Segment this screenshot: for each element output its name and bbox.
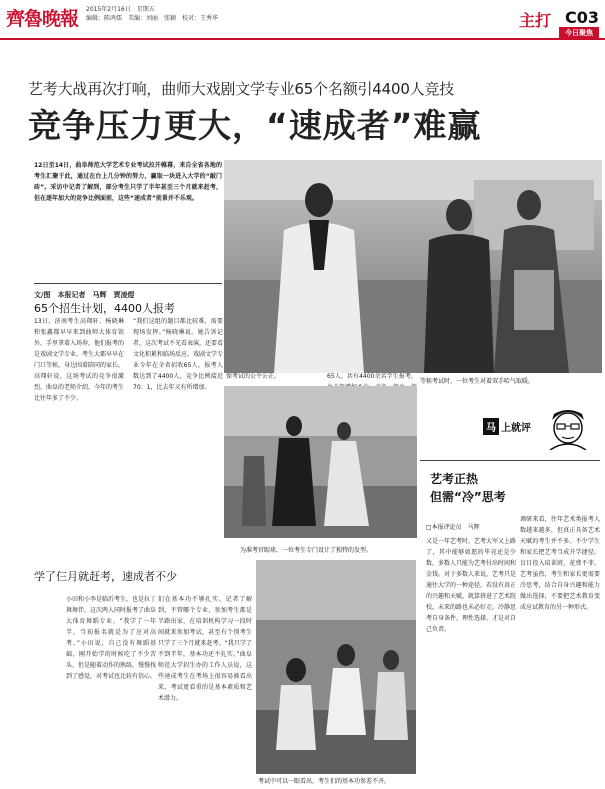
column-title-line1: 艺考正热 [430,472,479,486]
column-author: □本报评论员 马辉 [426,524,480,531]
photo-exam-hall [256,560,416,774]
section1-column-a: 13日，济南考生高翔轩、杨晓琳和张鑫都早早来到曲师大体育馆外，手里拿着入场券，他们报考的是戏剧文学专业。考生大都早早在门口等候，身边围着陪同的家长。高翔轩说，这场考试的竞争很激烈，曲阜的老师介绍，今年的考生比往年多了不少。 [34,318,124,402]
photo-exam-hall-illustration [256,560,416,774]
column-title-line2: 但需“冷”思考 [430,490,506,504]
newspaper-logo: 齊魯晚報 [6,8,79,30]
article-subhead: 艺考大战再次打响，曲师大戏剧文学专业65个名额引4400人竞技 [28,80,455,98]
article-headline: 竞争压力更大，“速成者”难赢 [28,106,482,145]
columnist-caricature-icon [540,406,596,450]
photo-dance-pair [224,386,417,538]
photo-dance-pair-illustration [224,386,417,538]
issue-info [86,5,218,23]
section1-column-c: 保考试的公平公正。 [226,373,281,380]
column-badge [483,418,531,435]
issue-date: 2015年2月16日 星期五 [86,6,155,13]
lead-divider [34,283,222,284]
section2-column-e: 小田和小李是临沂考生，也是拉丁舞舞伴，这次两人同时报考了曲阜大体育舞蹈专业。“我学了一年半，当初报名就是为了应对高考。”小田说，自己没有舞蹈基础，刚开始学的时候吃了不少苦头，但是随着动作的熟练，慢慢找到了感觉，对考试也比较有信心。 [66,596,156,680]
photo-dancers-illustration [224,160,602,373]
today-focus-label: 今日聚焦 [559,27,599,39]
page-number: C03 [564,8,599,27]
column-badge-rest: 上就评 [501,423,531,434]
photo-dancers-warming-hands [224,160,602,373]
photo-caption-1: 等候考试时，一位考生对着双手哈气取暖。 [420,378,535,385]
columnist-avatar [540,406,596,450]
photo-caption-3: 考试中可以一眼看出，考生们的基本功参差不齐。 [258,778,391,785]
masthead [0,0,605,40]
article-lead: 12日至14日，曲阜师范大学艺术专业考试拉开帷幕，来自全省各地的考生汇聚于此，通过在台上几分钟的努力，赢取一块进入大学的“敲门砖”。采访中记者了解到，部分考生只学了半年甚至三个月就来赶考，但在逐年加大的竞争比例面前，这些“速成者”前景并不乐观。 [34,162,222,202]
section1-column-b: “我们这组的题目都比较难，需要现场发挥。”杨晓琳说。她告诉记者，这次考试不光看表演，还要看文化积累和临场反应。戏剧文学专业今年在全省招收65人，报考人数达到了4400人，竞争比例接近70：1，比去年又有所增加。 [133,318,223,391]
section-tag: 主打 [518,11,551,30]
column-divider [420,460,600,461]
article-byline: 文/图 本报记者 马辉 贾凌煜 [34,291,135,299]
section1-heading: 65个招生计划，4400人报考 [34,302,175,315]
column-badge-ma: 马 [483,418,499,435]
column-text-g: 又是一年艺考时。艺考大军又上路了，其中能够如愿的毕竟还是少数，多数人只能为艺考付出时间和金钱。对于多数人来说，艺考只是通往大学的一种途径，若没有真正的兴趣和天赋，就算挤进了艺术院校，未来的路也未必好走。冷静思考自身条件，理性选择，才是对自己负责。 [426,538,516,633]
column-text-h: 调研来看，往年艺术类报考人数越来越多，但真正具备艺术天赋的考生并不多。不少学生和家长把艺考当成升学捷径，盲目投入培训班，花费不菲。艺考虽热，考生和家长更需要冷思考，结合自身兴趣和能力做出选择，不要把艺术教育变成应试教育的另一种形式。 [520,516,600,611]
photo-caption-2: 为准考官眼球，一位考生专门设计了独特的发型。 [240,547,373,554]
section1-column-d: 65人，共有4400余名学生报考， [327,373,417,380]
section2-heading: 学了仨月就赶考，速成者不少 [34,570,177,583]
section2-column-f: 们在基本功不够扎实。记者了解到，不管哪个专业，参加考生都是半路出家，在培训机构学习一段时间就来参加考试，甚至有个别考生只学了三个月就来赶考。“我只学了不到半年，基本功还不扎实。”曲阜师范大学招生办的工作人员说，这些速成考生在考场上很容易被看出来，考试更看重的是基本素质和艺术潜力。 [158,596,252,702]
issue-editors: 编辑：陈鸿儒 美编：刘丽 张颖 校对：王秀华 [86,15,219,22]
